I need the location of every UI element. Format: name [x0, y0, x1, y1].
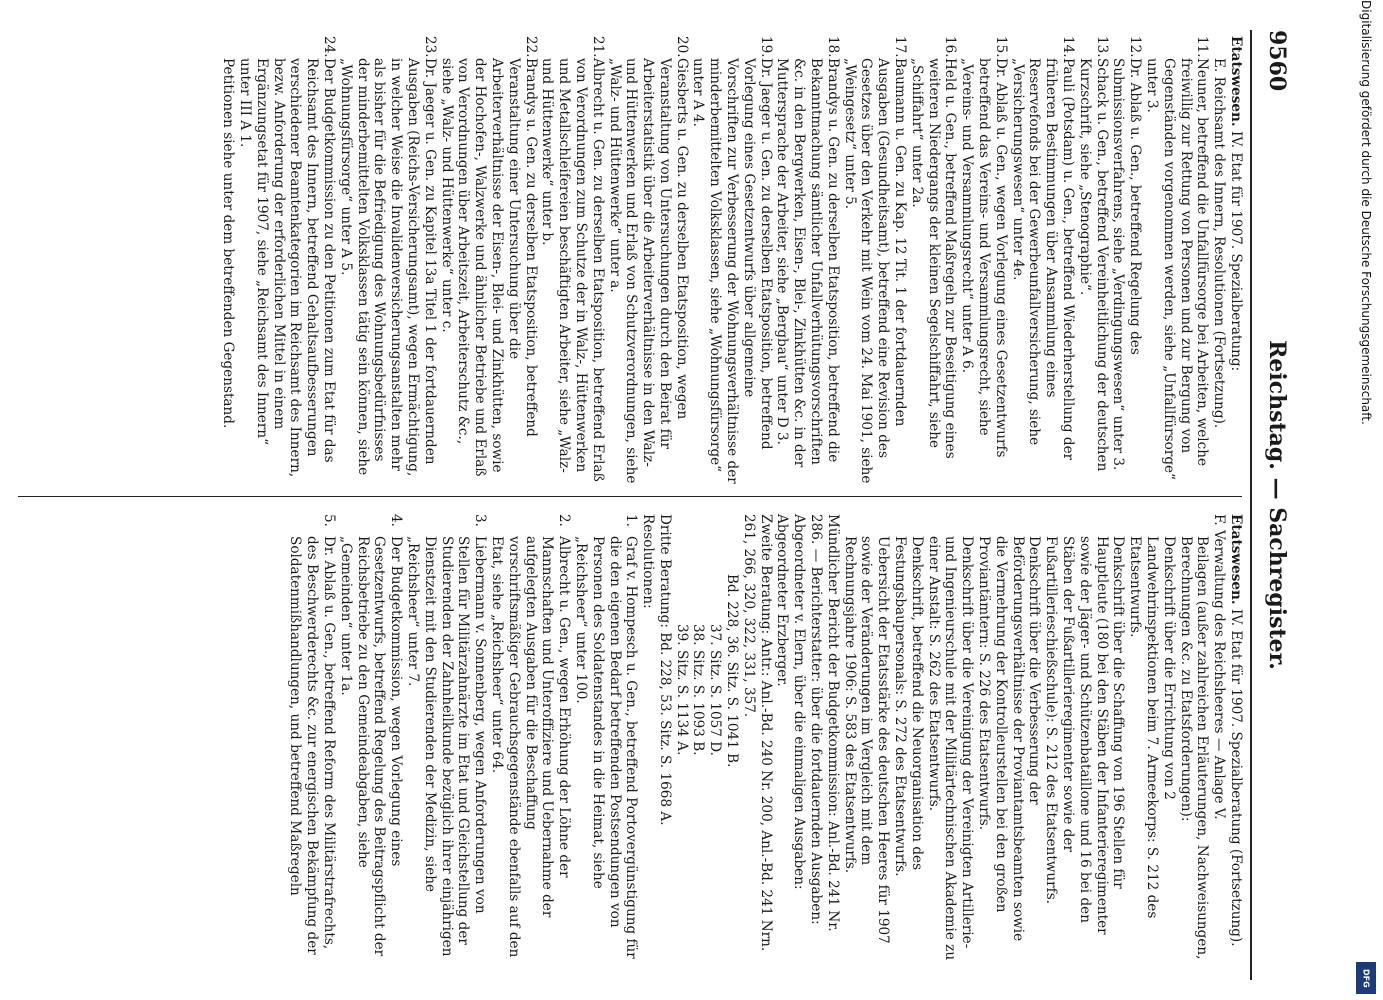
sitzung-entry: 39. Sitz. S. 1134 A. — [673, 624, 690, 756]
left-item — [337, 36, 438, 484]
left-item-number: 24. — [320, 36, 337, 58]
resolution-item — [287, 514, 337, 962]
footer-bar — [1352, 0, 1380, 1000]
left-petitions-note: Petitionen siehe unter dem betreffenden Gegenstand. — [220, 58, 237, 429]
resolution-item-number: 5. — [320, 514, 337, 527]
left-item-text: Brandys u. Gen. zu derselben Etatsposition, betreffend die Bekanntmachung sämtlicher Unfallverhütungsvorschriften &c. in den Bergwerken, Eisen-, Blei-, Zinkhütten &c. in der Muttersprache der Arbeiter, siehe „Bergbau“ unter D 3. — [774, 58, 841, 468]
muendlicher-bericht: Mündlicher Bericht der Budgetkommission: Anl.-Bd. 241 Nr. 286. — Berichterstatter: über die fortdauernden Ausgaben: Abgeordneter v. Elern, über die einmaligen Ausgaben: Abgeordneter Erzberger. — [774, 514, 841, 932]
resolution-item — [572, 514, 639, 962]
right-headline-bold: Etatswesen. — [1228, 514, 1244, 605]
right-headline — [1227, 514, 1244, 962]
sitzung-entry: Bd. 228, 36. Sitz. S. 1041 B. — [724, 574, 741, 768]
left-item — [539, 36, 606, 484]
beilage-entry: Denkschrift, betreffend die Neuorganisation des Festungsbaupersonals: S. 272 des Etatsentwurfs. — [892, 536, 925, 877]
left-headline — [1227, 36, 1244, 484]
left-item-number: 12. — [1127, 36, 1144, 58]
left-item — [1143, 36, 1210, 484]
header-rule — [1250, 30, 1252, 980]
resolution-item-number: 4. — [388, 514, 405, 527]
left-item-text: Pauli (Potsdam) u. Gen., betreffend Wiederherstellung der früheren Bestimmungen über Ansammlung eines Reservefonds bei der Gewerbeunfallversicherung, siehe „Versicherungswesen“ unter 4e. — [1009, 58, 1077, 461]
left-headline-bold: Etatswesen. — [1228, 36, 1244, 127]
zweite-beratung-label: Zweite Beratung: — [757, 514, 774, 635]
beilagen-list — [841, 514, 1177, 962]
left-item — [958, 36, 1008, 484]
resolution-item-text: Dr. Ablaß u. Gen., betreffend Reform des Militärstrafrechts, des Beschwerderechts &c. zur energischen Bekämpfung der Soldatenmißhandlungen, und betreffend Maßregeln — [287, 536, 337, 955]
beilage-entry: Denkschrift über die Verbesserung der Beförderungsverhältnisse der Proviantamtsbeamten sowie die Vermehrung der Kontrolleurstellen bei den großen Proviantämtern: S. 226 des Etatsentwurfs. — [976, 536, 1043, 942]
left-item — [690, 36, 774, 484]
sitzung-entry: 37. Sitz. S. 1057 D. — [707, 624, 724, 756]
sitzungen-list — [673, 514, 740, 962]
running-title: Reichstag. — Sachregister. — [1264, 340, 1290, 670]
left-item-text: Dr. Jaeger u. Gen. zu Kapitel 13a Titel 1 der fortdauernden Ausgaben (Reichs-Versicherungsamt), wegen Ermächtigung, in welcher Weise die Invalidenversicherungsanstalten mehr als bisher für die Befriedigung des Wohnungsbedürfnisses der minderbemittelten Volksklassen tätig sein können, siehe „Wohnungsfürsorge“ unter A 5. — [337, 58, 438, 477]
resolution-item-text: Graf v. Hompesch u. Gen., betreffend Portovergünstigung für die den eigenen Bedarf betreffenden Postsendungen von Personen des Soldatenstandes in die Heimat, siehe „Reichsheer“ unter 100. — [572, 536, 640, 959]
beilage-entry: Denkschrift über die Schaffung von 196 Stellen für Hauptleute (180 bei den Stäben der Infanterieregimenter sowie der Jäger- und Schützenbataillone und 16 bei den Stäben der Fußartillerieregimenter sowie der Fußartillerieschießschule): S. 212 des Etatsentwurfs. — [1043, 536, 1127, 935]
left-item-number: 13. — [1093, 36, 1110, 58]
left-item — [1110, 36, 1144, 484]
resolution-item-number: 2. — [556, 514, 573, 527]
resolution-item-text: Der Budgetkommission, wegen Vorlegung eines Gesetzentwurfs, betreffend Regelung des Beitragspflicht der Reichsbetriebe zu den Gemeindeabgaben, siehe „Gemeinden“ unter 1a. — [337, 536, 405, 957]
left-item-number: 21. — [589, 36, 606, 58]
left-item-list — [236, 36, 1210, 484]
left-item — [774, 36, 841, 484]
left-item-text: Dr. Jaeger u. Gen. zu derselben Etatsposition, betreffend Vorlegung eines Gesetzentwurfs über allgemeine Vorschriften zur Verbesserung der Wohnungsverhältnisse der minderbemittelten Volksklassen, siehe „Wohnungsfürsorge“ unter A 4. — [690, 58, 774, 484]
left-item — [236, 36, 337, 484]
left-item-number: 14. — [1060, 36, 1077, 58]
left-item-number: 11. — [1194, 36, 1211, 58]
left-item-text: Giesberts u. Gen. zu derselben Etatsposition, wegen Veranstaltung von Untersuchungen durch den Beirat für Arbeiterstatistik über die Arbeiterverhältnisse in den Walz- und Hüttenwerken und Erlaß von Schutzverordnungen, siehe „Walz- und Hüttenwerke“ unter a. — [606, 58, 690, 484]
zweite-beratung — [740, 514, 774, 962]
footer-credit: Digitalisierung gefördert durch die Deutsche Forschungsgemeinschaft. — [1359, 0, 1373, 425]
zweite-beratung-text: Antr.: Anl.-Bd. 240 Nr. 200, Anl.-Bd. 241 Nrn. 261, 266, 320, 322, 331, 357. — [740, 514, 774, 952]
left-headline-rest: IV. Etat für 1907. Spezialberatung: — [1228, 130, 1244, 372]
left-item — [841, 36, 908, 484]
resolution-item — [488, 514, 572, 962]
beilage-entry: Denkschrift über die Errichtung von 2 Landwehrinspektionen beim 7. Armeekorps: S. 212 des Etatsentwurfs. — [1127, 536, 1177, 919]
left-item — [1009, 36, 1076, 484]
left-item-text: Neuner, betreffend die Unfallfürsorge bei Arbeiten, welche freiwillig zur Rettung von Personen und zur Bergung von Gegenständen vorgenommen werden, siehe „Unfallfürsorge“ unter 3. — [1144, 58, 1211, 481]
left-item-number: 16. — [942, 36, 959, 58]
left-item-text: Brandys u. Gen. zu derselben Etatsposition, betreffend Veranstaltung einer Untersuchung über die Arbeiterverhältnisse der Eisen-, Blei- und Zinkhütten, sowie der Hochofen-, Walzwerke und ähnlicher Betriebe und Erlaß von Verordnungen über Arbeitszeit, Arbeiterschutz &c., siehe „Walz- und Hüttenwerke“ unter c. — [438, 58, 539, 477]
right-column — [287, 514, 1244, 962]
left-item-text: Schack u. Gen., betreffend Vereinheitlichung der deutschen Kurzschrift, siehe „Stenographie“. — [1076, 58, 1110, 472]
resolutionen-list — [287, 514, 640, 962]
dfg-logo: DFG — [1356, 962, 1376, 994]
sitzung-entry: 38. Sitz. S. 1093 B. — [690, 624, 707, 756]
left-item — [908, 36, 958, 484]
right-intro: Beilagen (außer zahlreichen Erläuterungen, Nachweisungen, Berechnungen &c. zu Etatsforderungen): — [1177, 536, 1211, 960]
resolution-item — [337, 514, 404, 962]
left-item — [606, 36, 690, 484]
resolutionen-label: Resolutionen: — [640, 514, 657, 609]
resolution-item-text: Albrecht u. Gen., wegen Erhöhung der Löhne der Mannschaften und Unteroffiziere und Uebernahme der aufgelegten Ausgaben für die Beschaffung vorschriftsmäßiger Gebrauchsgegenstände ebenfalls auf den Etat, siehe „Reichsheer“ unter 64. — [488, 536, 573, 958]
left-item-text: Held u. Gen., betreffend Maßregeln zur Beseitigung eines weiteren Niedergangs der kleinen Segelschiffahrt, siehe „Schiffahrt“ unter 2a. — [908, 58, 959, 459]
dritte-beratung: Dritte Beratung: Bd. 228, 53. Sitz. S. 1668 A. — [656, 514, 673, 826]
resolution-item — [404, 514, 488, 962]
left-item-number: 20. — [673, 36, 690, 58]
page-header — [1250, 30, 1290, 980]
resolution-item-number: 1. — [623, 514, 640, 527]
resolution-item-number: 3. — [472, 514, 489, 527]
page-number: 9560 — [1264, 30, 1290, 92]
left-item-text: Baumann u. Gen. zu Kap. 12 Tit. 1 der fortdauernden Ausgaben (Gesundheitsamt), betreffend eine Revision des Gesetzes über den Verkehr mit Wein vom 24. Mai 1901, siehe „Weingesetz“ unter 5. — [841, 58, 909, 484]
left-column — [219, 36, 1244, 484]
left-item-number: 22. — [522, 36, 539, 58]
left-item-number: 18. — [824, 36, 841, 58]
resolution-item-text: Liebermann v. Sonnenberg, wegen Anforderungen von Stellen für Militärzahnärzte im Etat und Gleichstellung der Studierenden der Zahnheilkunde bezüglich ihrer einjährigen Dienstzeit mit den Studierenden der Medizin, siehe „Reichsheer“ unter 7. — [404, 536, 489, 957]
left-item-text: Dr. Ablaß u. Gen., betreffend Regelung des Submissionsverfahrens, siehe „Verdingungswesen“ unter 3. — [1110, 58, 1144, 471]
left-item — [438, 36, 539, 484]
right-subheadline: F. Verwaltung des Reichsheeres — Anlage V. — [1211, 514, 1228, 820]
left-item — [1076, 36, 1110, 484]
beilage-entry: Uebersicht der Etatsstärke des deutschen Heeres für 1907 sowie der Veränderungen im Vergleich mit dem Rechnungsjahre 1906: S. 583 des Etatsentwurfs. — [841, 536, 892, 944]
left-item-number: 23. — [421, 36, 438, 58]
beilage-entry: Denkschrift über die Vereinigung der Vereinigten Artillerie- und Ingenieurschule mit der Militärtechnischen Akademie zu einer Anstalt: S. 262 des Etatsentwurfs. — [925, 536, 976, 961]
left-item-text: Albrecht u. Gen. zu derselben Etatsposition, betreffend Erlaß von Verordnungen zum Schutze der in Walz-, Hüttenwerken und Metallschleifereien beschäftigten Arbeiter, siehe „Walz- und Hüttenwerke“ unter b. — [539, 58, 606, 482]
left-subheadline: E. Reichsamt des Innern, Resolutionen (Fortsetzung). — [1211, 58, 1228, 429]
left-item-number: 15. — [992, 36, 1009, 58]
left-item-number: 17. — [892, 36, 909, 58]
column-divider — [18, 496, 1242, 497]
left-item-number: 19. — [757, 36, 774, 58]
left-item-text: Der Budgetkommission zu den Petitionen zum Etat für das Reichsamt des Innern, betreffend Gehaltsaufbesserungen verschiedener Beamtenkategorien im Reichsamt des Innern, bezw. Anforderung der erforderlichen Mittel in einem Ergänzungsetat für 1907, siehe „Reichsamt des Innern“ unter III A 1. — [236, 58, 337, 478]
right-headline-rest: IV. Etat für 1907. Spezialberatung (Fortsetzung). — [1228, 608, 1244, 947]
left-item-text: Dr. Ablaß u. Gen., wegen Vorlegung eines Gesetzentwurfs betreffend das Vereins- und Versammlungsrecht, siehe „Vereins- und Versammlungsrecht“ unter A 6. — [959, 58, 1009, 458]
